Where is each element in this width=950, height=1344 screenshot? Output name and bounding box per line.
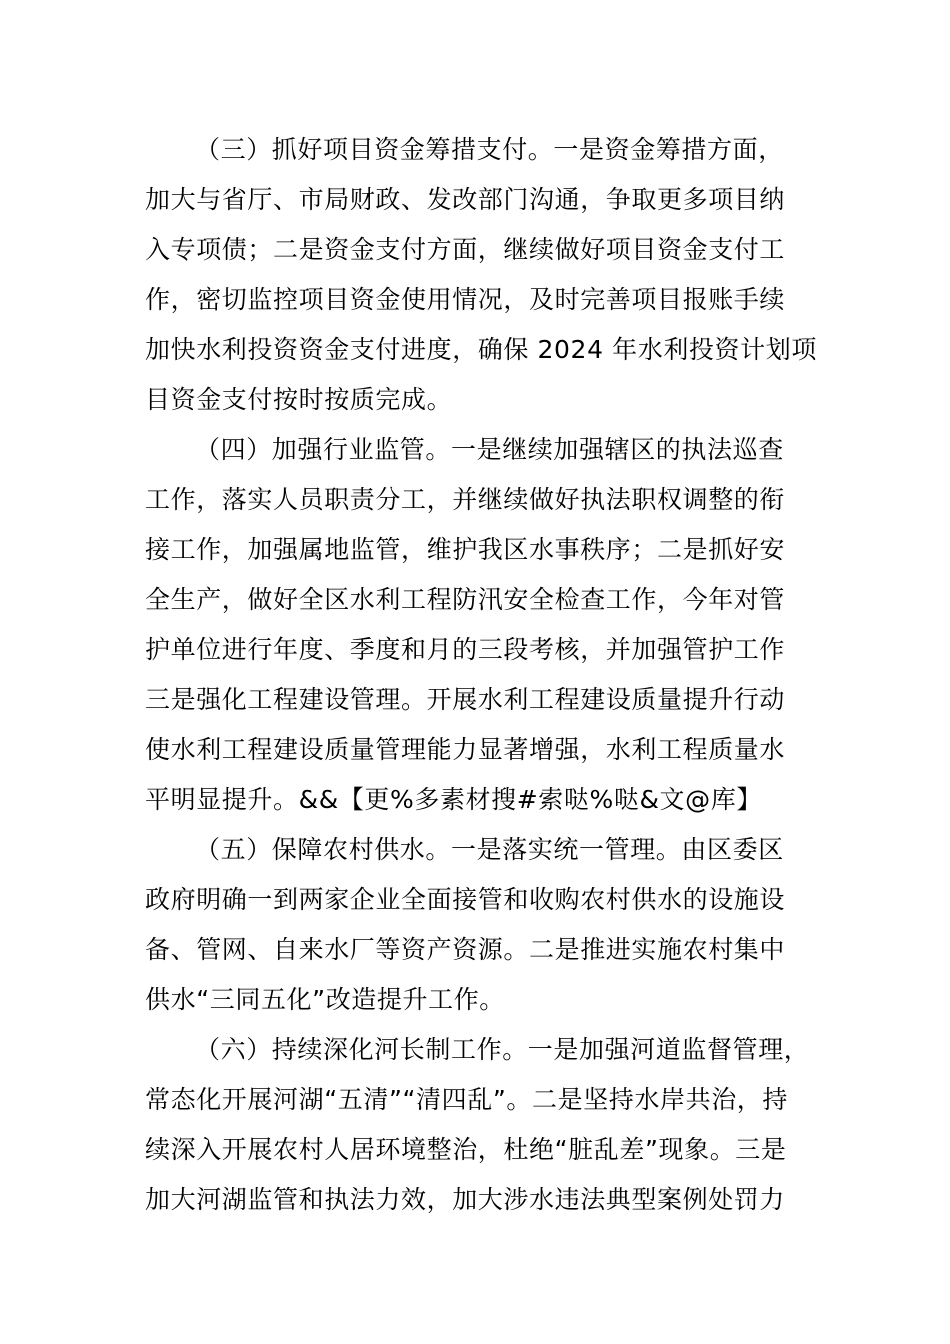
paragraph-3-line-2: 加大与省厅、市局财政、发改部门沟通，争取更多项目纳 (145, 185, 786, 214)
paragraph-6-line-2: 常态化开展河湖“五清”“清四乱”。二是坚持水岸共治，持 (145, 1085, 789, 1114)
paragraph-3-line-6: 目资金支付按时按质完成。 (145, 385, 453, 414)
paragraph-4-line-4: 全生产，做好全区水利工程防汛安全检查工作，今年对管 (145, 585, 786, 614)
paragraph-4-line-7: 使水利工程建设质量管理能力显著增强，水利工程质量水 (145, 735, 786, 764)
paragraph-4-line-3: 接工作，加强属地监管，维护我区水事秩序；二是抓好安 (145, 535, 786, 564)
paragraph-6-line-4: 加大河湖监管和执法力效，加大涉水违法典型案例处罚力 (145, 1185, 786, 1214)
paragraph-3-line-3: 入专项债；二是资金支付方面，继续做好项目资金支付工 (145, 235, 786, 264)
paragraph-3-line-5: 加快水利投资资金支付进度，确保 2024 年水利投资计划项 (145, 335, 817, 364)
paragraph-3-line-4: 作，密切监控项目资金使用情况，及时完善项目报账手续 (145, 285, 786, 314)
paragraph-6-line-1: （六）持续深化河长制工作。一是加强河道监督管理， (195, 1035, 810, 1064)
paragraph-4-line-6: 三是强化工程建设管理。开展水利工程建设质量提升行动 (145, 685, 786, 714)
paragraph-5-line-3: 备、管网、自来水厂等资产资源。二是推进实施农村集中 (145, 935, 786, 964)
paragraph-6-line-3: 续深入开展农村人居环境整治，杜绝“脏乱差”现象。三是 (145, 1135, 787, 1164)
paragraph-5-line-2: 政府明确一到两家企业全面接管和收购农村供水的设施设 (145, 885, 786, 914)
paragraph-5-line-1: （五）保障农村供水。一是落实统一管理。由区委区 (195, 835, 784, 864)
paragraph-4-line-8: 平明显提升。&&【更%多素材搜#索哒%哒&文@库】 (145, 785, 762, 814)
paragraph-4-line-2: 工作，落实人员职责分工，并继续做好执法职权调整的衔 (145, 485, 786, 514)
paragraph-4-line-5: 护单位进行年度、季度和月的三段考核，并加强管护工作 (145, 635, 786, 664)
paragraph-5-line-4: 供水“三同五化”改造提升工作。 (145, 985, 505, 1014)
paragraph-4-line-1: （四）加强行业监管。一是继续加强辖区的执法巡查 (195, 435, 784, 464)
paragraph-3-line-1: （三）抓好项目资金筹措支付。一是资金筹措方面， (195, 135, 784, 164)
